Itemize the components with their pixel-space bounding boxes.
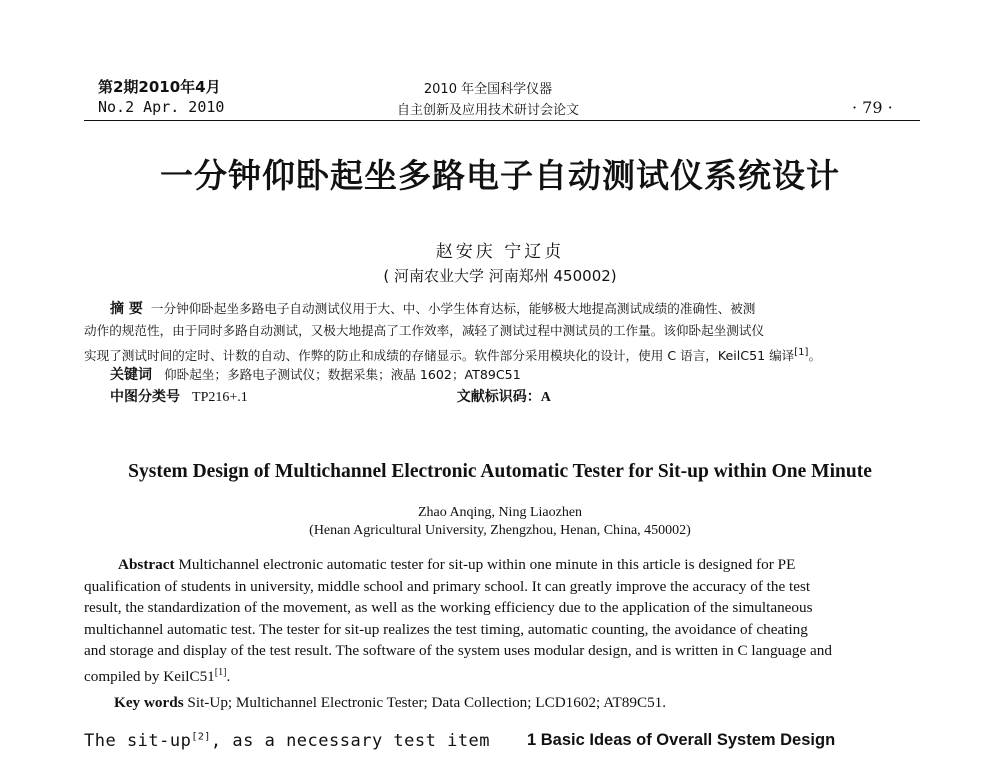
abstract-cn-label: 摘 要 — [110, 301, 143, 317]
abstract-cn-cite: [1] — [794, 347, 809, 358]
classification — [84, 386, 924, 408]
keywords-en — [114, 694, 666, 712]
authors-en: Zhao Anqing, Ning Liaozhen — [417, 505, 583, 520]
keywords-cn — [84, 364, 924, 386]
abstract-cn-line: 动作的规范性，由于同时多路自动测试，又极大地提高了工作效率，减轻了测试过程中测试员的工作量。该仰卧起坐测试仪 — [84, 323, 765, 338]
abstract-en-line: result, the standardization of the movement, as well as the working efficiency due to the application of the simultaneous — [84, 599, 813, 617]
doc-code-label: 文献标识码： — [456, 389, 541, 405]
paper-title-en: System Design of Multichannel Electronic Automatic Tester for Sit-up within One Minute — [128, 461, 872, 482]
conference-line1: 2010 年全国科学仪器 — [423, 82, 553, 97]
abstract-en — [84, 554, 926, 684]
issue-en: No.2 Apr. 2010 — [98, 98, 225, 116]
abstract-cn-line: 摘 要 一分钟仰卧起坐多路电子自动测试仪用于大、中、小学生体育达标，能够极大地提高测试成绩的准确性、被测 — [110, 301, 756, 317]
keywords-cn-text: 仰卧起坐；多路电子测试仪；数据采集；液晶 1602；AT89C51 — [164, 367, 521, 382]
body-cite: [2] — [191, 731, 211, 743]
affiliation-en: (Henan Agricultural University, Zhengzhou, Henan, China, 450002) — [309, 523, 691, 538]
keywords-cn-label: 关键词 — [110, 367, 152, 383]
paper-title-cn: 一分钟仰卧起坐多路电子自动测试仪系统设计 — [160, 156, 840, 195]
abstract-en-line: compiled by KeilC51[1]. — [84, 666, 231, 686]
abstract-en-line: multichannel automatic test. The tester for sit-up realizes the test timing, automatic counting, the avoidance of cheating — [84, 620, 808, 638]
abstract-cn-line: 实现了测试时间的定时、计数的自动、作弊的防止和成绩的存储显示。软件部分采用模块化的设计，使用 C 语言，KeilC51 编译[1]。 — [84, 347, 822, 364]
header-rule — [84, 120, 920, 121]
abstract-cn — [84, 298, 924, 408]
authors-cn: 赵安庆 宁辽贞 — [435, 242, 565, 262]
conference-line2: 自主创新及应用技术研讨会论文 — [396, 103, 579, 118]
abstract-en-cite: [1] — [214, 666, 227, 678]
keywords-en-label: Key words — [114, 694, 184, 711]
classification-value: TP216+.1 — [192, 390, 248, 405]
abstract-en-line: qualification of students in university, middle school and primary school. It can greatly improve the accuracy of the test — [84, 577, 811, 595]
doc-code-value: A — [540, 390, 551, 405]
body-text-start: The sit-up[2], as a necessary test item — [84, 731, 491, 751]
abstract-en-line: Abstract Multichannel electronic automatic tester for sit-up within one minute in this article is designed for PE — [118, 556, 796, 573]
affiliation-cn: ( 河南农业大学 河南郑州 450002) — [383, 267, 617, 285]
section-heading: 1 Basic Ideas of Overall System Design — [527, 731, 836, 749]
abstract-en-label: Abstract — [118, 556, 175, 573]
classification-label: 中图分类号 — [110, 389, 180, 405]
abstract-en-line: and storage and display of the test result. The software of the system uses modular design, and is written in C language and — [84, 642, 832, 660]
issue-cn: 第2期2010年4月 — [98, 78, 221, 96]
page-number: · 79 · — [852, 98, 893, 117]
keywords-en-text: Sit-Up; Multichannel Electronic Tester; Data Collection; LCD1602; AT89C51. — [183, 694, 667, 711]
